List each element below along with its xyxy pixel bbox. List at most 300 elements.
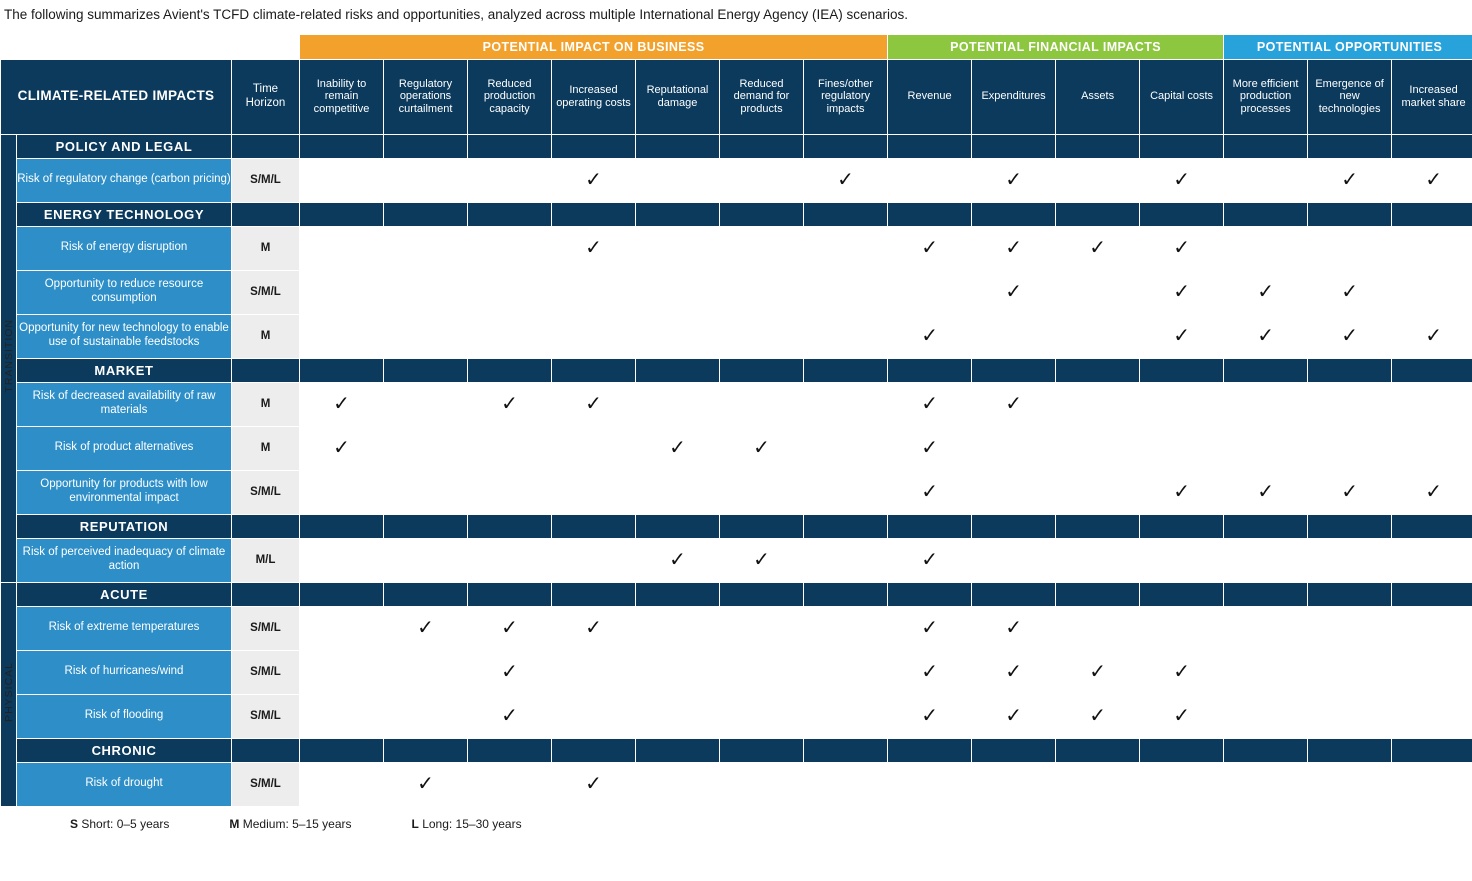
checkmark-icon: ✓ xyxy=(837,166,854,191)
checkmark-icon: ✓ xyxy=(417,614,434,639)
legend-key-medium: M xyxy=(229,816,240,831)
checkmark-icon: ✓ xyxy=(1005,166,1022,191)
checkmark-icon: ✓ xyxy=(1173,658,1190,683)
empty-cell xyxy=(1056,606,1140,650)
empty-cell xyxy=(1140,382,1224,426)
empty-cell xyxy=(1056,470,1140,514)
empty-cell xyxy=(552,538,636,582)
empty-cell xyxy=(1056,158,1140,202)
checkmark-icon: ✓ xyxy=(921,322,938,347)
check-cell xyxy=(552,606,636,650)
empty-cell xyxy=(1056,314,1140,358)
checkmark-icon: ✓ xyxy=(1005,390,1022,415)
header-col-5: Reduced demand for products xyxy=(720,59,804,134)
section-filler-cell xyxy=(972,582,1056,606)
checkmark-icon: ✓ xyxy=(333,390,350,415)
section-filler-cell xyxy=(468,514,552,538)
table-row xyxy=(1,606,1472,650)
section-filler-cell xyxy=(972,738,1056,762)
section-filler-cell xyxy=(1056,358,1140,382)
group-header-row xyxy=(1,34,1472,59)
header-col-4: Reputational damage xyxy=(636,59,720,134)
empty-cell xyxy=(1308,538,1392,582)
risk-label: Risk of regulatory change (carbon pricing) xyxy=(17,158,232,202)
empty-cell xyxy=(636,314,720,358)
section-filler-cell xyxy=(636,202,720,226)
section-filler-cell xyxy=(1224,358,1308,382)
header-time-horizon: Time Horizon xyxy=(232,59,300,134)
section-filler-cell xyxy=(552,358,636,382)
empty-cell xyxy=(720,226,804,270)
check-cell xyxy=(972,382,1056,426)
empty-cell xyxy=(300,226,384,270)
checkmark-icon: ✓ xyxy=(1005,702,1022,727)
check-cell xyxy=(1308,158,1392,202)
checkmark-icon: ✓ xyxy=(1089,702,1106,727)
section-filler-cell xyxy=(384,738,468,762)
section-filler-cell xyxy=(384,134,468,158)
section-filler-cell xyxy=(232,202,300,226)
section-filler-cell xyxy=(300,358,384,382)
empty-cell xyxy=(636,226,720,270)
empty-cell xyxy=(1224,382,1308,426)
empty-cell xyxy=(720,382,804,426)
table-row xyxy=(1,382,1472,426)
checkmark-icon: ✓ xyxy=(1173,166,1190,191)
empty-cell xyxy=(468,158,552,202)
time-horizon-value: S/M/L xyxy=(232,470,300,514)
empty-cell xyxy=(1056,538,1140,582)
checkmark-icon: ✓ xyxy=(921,434,938,459)
group-header-financial-impacts: POTENTIAL FINANCIAL IMPACTS xyxy=(888,34,1224,59)
empty-cell xyxy=(468,314,552,358)
table-header xyxy=(1,34,1472,134)
table-body xyxy=(1,134,1472,806)
section-label: CHRONIC xyxy=(17,738,232,762)
time-horizon-value: S/M/L xyxy=(232,694,300,738)
empty-cell xyxy=(972,426,1056,470)
section-filler-cell xyxy=(888,358,972,382)
risk-label: Risk of product alternatives xyxy=(17,426,232,470)
section-filler-cell xyxy=(1140,134,1224,158)
empty-cell xyxy=(384,426,468,470)
empty-cell xyxy=(300,158,384,202)
empty-cell xyxy=(384,694,468,738)
check-cell xyxy=(1140,226,1224,270)
empty-cell xyxy=(552,470,636,514)
header-col-3: Increased operating costs xyxy=(552,59,636,134)
empty-cell xyxy=(636,470,720,514)
table-row xyxy=(1,226,1472,270)
header-col-13: Increased market share xyxy=(1392,59,1472,134)
empty-cell xyxy=(720,606,804,650)
section-filler-cell xyxy=(232,358,300,382)
empty-cell xyxy=(1392,426,1472,470)
time-horizon-value: M xyxy=(232,226,300,270)
section-row xyxy=(1,514,1472,538)
empty-cell xyxy=(300,538,384,582)
check-cell xyxy=(300,382,384,426)
checkmark-icon: ✓ xyxy=(501,658,518,683)
empty-cell xyxy=(1224,650,1308,694)
table-row xyxy=(1,426,1472,470)
section-filler-cell xyxy=(232,514,300,538)
empty-cell xyxy=(804,694,888,738)
section-filler-cell xyxy=(1308,738,1392,762)
checkmark-icon: ✓ xyxy=(753,546,770,571)
table-row xyxy=(1,158,1472,202)
section-filler-cell xyxy=(1140,738,1224,762)
section-filler-cell xyxy=(468,358,552,382)
empty-cell xyxy=(552,426,636,470)
empty-cell xyxy=(1224,762,1308,806)
empty-cell xyxy=(972,538,1056,582)
empty-cell xyxy=(636,382,720,426)
section-filler-cell xyxy=(1308,202,1392,226)
check-cell xyxy=(888,426,972,470)
risk-label: Opportunity for products with low environmental impact xyxy=(17,470,232,514)
header-col-8: Expenditures xyxy=(972,59,1056,134)
checkmark-icon: ✓ xyxy=(921,390,938,415)
check-cell xyxy=(1308,470,1392,514)
section-filler-cell xyxy=(552,202,636,226)
empty-cell xyxy=(1392,650,1472,694)
empty-cell xyxy=(972,470,1056,514)
check-cell xyxy=(384,762,468,806)
check-cell xyxy=(636,538,720,582)
header-col-7: Revenue xyxy=(888,59,972,134)
header-col-0: Inability to remain competitive xyxy=(300,59,384,134)
empty-cell xyxy=(804,426,888,470)
empty-cell xyxy=(1224,606,1308,650)
legend-key-short: S xyxy=(70,816,79,831)
check-cell xyxy=(1140,314,1224,358)
section-filler-cell xyxy=(1140,358,1224,382)
legend-item-medium xyxy=(229,817,351,831)
check-cell xyxy=(1056,694,1140,738)
check-cell xyxy=(888,694,972,738)
side-label-physical xyxy=(1,582,17,806)
section-filler-cell xyxy=(636,738,720,762)
empty-cell xyxy=(384,226,468,270)
empty-cell xyxy=(384,470,468,514)
section-filler-cell xyxy=(804,358,888,382)
section-label: MARKET xyxy=(17,358,232,382)
check-cell xyxy=(1140,270,1224,314)
checkmark-icon: ✓ xyxy=(1005,614,1022,639)
section-filler-cell xyxy=(720,514,804,538)
header-col-12: Emergence of new technologies xyxy=(1308,59,1392,134)
empty-cell xyxy=(636,158,720,202)
empty-cell xyxy=(468,762,552,806)
legend xyxy=(0,807,1472,831)
section-filler-cell xyxy=(1224,738,1308,762)
check-cell xyxy=(972,270,1056,314)
empty-cell xyxy=(1056,270,1140,314)
section-filler-cell xyxy=(1392,202,1472,226)
empty-cell xyxy=(1140,606,1224,650)
section-filler-cell xyxy=(636,514,720,538)
checkmark-icon: ✓ xyxy=(585,614,602,639)
section-filler-cell xyxy=(1308,134,1392,158)
empty-cell xyxy=(1392,270,1472,314)
risk-label: Risk of energy disruption xyxy=(17,226,232,270)
check-cell xyxy=(552,382,636,426)
empty-cell xyxy=(888,762,972,806)
section-filler-cell xyxy=(1224,134,1308,158)
empty-cell xyxy=(1224,538,1308,582)
check-cell xyxy=(1392,470,1472,514)
check-cell xyxy=(552,226,636,270)
empty-cell xyxy=(720,650,804,694)
checkmark-icon: ✓ xyxy=(333,434,350,459)
checkmark-icon: ✓ xyxy=(501,614,518,639)
empty-cell xyxy=(1308,650,1392,694)
section-filler-cell xyxy=(888,514,972,538)
empty-cell xyxy=(1056,762,1140,806)
empty-cell xyxy=(1140,762,1224,806)
empty-cell xyxy=(1140,426,1224,470)
section-filler-cell xyxy=(1056,514,1140,538)
empty-cell xyxy=(972,314,1056,358)
section-filler-cell xyxy=(384,582,468,606)
empty-cell xyxy=(384,382,468,426)
check-cell xyxy=(552,158,636,202)
check-cell xyxy=(1140,694,1224,738)
check-cell xyxy=(972,226,1056,270)
side-label-text: TRANSITION xyxy=(2,318,15,393)
section-filler-cell xyxy=(1392,134,1472,158)
section-filler-cell xyxy=(232,738,300,762)
time-horizon-value: M xyxy=(232,314,300,358)
check-cell xyxy=(720,426,804,470)
risk-label: Risk of hurricanes/wind xyxy=(17,650,232,694)
checkmark-icon: ✓ xyxy=(1005,234,1022,259)
empty-cell xyxy=(720,314,804,358)
empty-cell xyxy=(720,470,804,514)
time-horizon-value: M/L xyxy=(232,538,300,582)
empty-cell xyxy=(468,470,552,514)
empty-cell xyxy=(804,650,888,694)
empty-cell xyxy=(804,382,888,426)
section-filler-cell xyxy=(888,582,972,606)
section-label: ENERGY TECHNOLOGY xyxy=(17,202,232,226)
section-filler-cell xyxy=(552,582,636,606)
section-filler-cell xyxy=(1140,202,1224,226)
section-filler-cell xyxy=(300,202,384,226)
checkmark-icon: ✓ xyxy=(585,770,602,795)
empty-cell xyxy=(468,270,552,314)
check-cell xyxy=(468,694,552,738)
checkmark-icon: ✓ xyxy=(1173,322,1190,347)
checkmark-icon: ✓ xyxy=(921,658,938,683)
header-col-6: Fines/other regulatory impacts xyxy=(804,59,888,134)
check-cell xyxy=(468,382,552,426)
check-cell xyxy=(1392,158,1472,202)
section-filler-cell xyxy=(468,134,552,158)
legend-text-long: Long: 15–30 years xyxy=(422,816,522,831)
empty-cell xyxy=(1224,226,1308,270)
section-filler-cell xyxy=(720,358,804,382)
checkmark-icon: ✓ xyxy=(921,702,938,727)
section-filler-cell xyxy=(1224,202,1308,226)
check-cell xyxy=(300,426,384,470)
tcfd-table xyxy=(0,34,1472,807)
risk-label: Risk of decreased availability of raw materials xyxy=(17,382,232,426)
check-cell xyxy=(888,470,972,514)
empty-cell xyxy=(384,314,468,358)
empty-cell xyxy=(1308,226,1392,270)
section-filler-cell xyxy=(1140,582,1224,606)
section-filler-cell xyxy=(972,514,1056,538)
section-filler-cell xyxy=(804,582,888,606)
time-horizon-value: S/M/L xyxy=(232,762,300,806)
section-filler-cell xyxy=(300,134,384,158)
empty-cell xyxy=(636,762,720,806)
checkmark-icon: ✓ xyxy=(1341,322,1358,347)
empty-cell xyxy=(552,694,636,738)
check-cell xyxy=(888,226,972,270)
check-cell xyxy=(972,650,1056,694)
section-filler-cell xyxy=(1056,202,1140,226)
time-horizon-value: S/M/L xyxy=(232,270,300,314)
checkmark-icon: ✓ xyxy=(501,702,518,727)
check-cell xyxy=(1308,270,1392,314)
check-cell xyxy=(636,426,720,470)
section-filler-cell xyxy=(804,514,888,538)
time-horizon-value: S/M/L xyxy=(232,606,300,650)
empty-cell xyxy=(1308,694,1392,738)
checkmark-icon: ✓ xyxy=(501,390,518,415)
table-row xyxy=(1,270,1472,314)
section-filler-cell xyxy=(1224,582,1308,606)
checkmark-icon: ✓ xyxy=(1341,166,1358,191)
checkmark-icon: ✓ xyxy=(1425,166,1442,191)
header-col-9: Assets xyxy=(1056,59,1140,134)
check-cell xyxy=(1056,650,1140,694)
header-col-1: Regulatory operations curtailment xyxy=(384,59,468,134)
check-cell xyxy=(888,606,972,650)
section-filler-cell xyxy=(384,358,468,382)
intro-paragraph: The following summarizes Avient's TCFD climate-related risks and opportunities, analyzed across multiple International Energy Agency (IEA) scenarios. xyxy=(4,7,908,22)
empty-cell xyxy=(1308,606,1392,650)
checkmark-icon: ✓ xyxy=(1173,478,1190,503)
empty-cell xyxy=(1224,158,1308,202)
risk-label: Risk of extreme temperatures xyxy=(17,606,232,650)
section-filler-cell xyxy=(552,514,636,538)
empty-cell xyxy=(552,650,636,694)
checkmark-icon: ✓ xyxy=(921,478,938,503)
check-cell xyxy=(552,762,636,806)
checkmark-icon: ✓ xyxy=(1257,322,1274,347)
check-cell xyxy=(1224,270,1308,314)
empty-cell xyxy=(636,270,720,314)
checkmark-icon: ✓ xyxy=(1089,234,1106,259)
risk-label: Risk of drought xyxy=(17,762,232,806)
empty-cell xyxy=(804,606,888,650)
checkmark-icon: ✓ xyxy=(921,234,938,259)
check-cell xyxy=(972,606,1056,650)
section-filler-cell xyxy=(804,134,888,158)
checkmark-icon: ✓ xyxy=(585,234,602,259)
section-filler-cell xyxy=(232,134,300,158)
risk-label: Risk of perceived inadequacy of climate action xyxy=(17,538,232,582)
empty-cell xyxy=(1392,694,1472,738)
check-cell xyxy=(468,606,552,650)
empty-cell xyxy=(1392,538,1472,582)
checkmark-icon: ✓ xyxy=(1173,234,1190,259)
checkmark-icon: ✓ xyxy=(1425,322,1442,347)
empty-cell xyxy=(300,314,384,358)
empty-cell xyxy=(804,270,888,314)
checkmark-icon: ✓ xyxy=(1257,278,1274,303)
checkmark-icon: ✓ xyxy=(1341,278,1358,303)
side-label-text: PHYSICAL xyxy=(2,661,15,722)
section-row xyxy=(1,738,1472,762)
section-filler-cell xyxy=(300,514,384,538)
section-filler-cell xyxy=(888,738,972,762)
empty-cell xyxy=(552,314,636,358)
legend-text-medium: Medium: 5–15 years xyxy=(242,816,352,831)
empty-cell xyxy=(720,694,804,738)
check-cell xyxy=(888,538,972,582)
empty-cell xyxy=(804,470,888,514)
empty-cell xyxy=(300,694,384,738)
empty-cell xyxy=(636,606,720,650)
section-filler-cell xyxy=(552,738,636,762)
checkmark-icon: ✓ xyxy=(1425,478,1442,503)
corner-blank-3 xyxy=(232,34,300,59)
section-label: POLICY AND LEGAL xyxy=(17,134,232,158)
empty-cell xyxy=(1140,538,1224,582)
table-row xyxy=(1,762,1472,806)
legend-item-long xyxy=(412,817,522,831)
empty-cell xyxy=(636,694,720,738)
check-cell xyxy=(1140,158,1224,202)
empty-cell xyxy=(384,270,468,314)
check-cell xyxy=(468,650,552,694)
legend-key-long: L xyxy=(411,816,419,831)
section-filler-cell xyxy=(720,738,804,762)
check-cell xyxy=(1392,314,1472,358)
empty-cell xyxy=(300,606,384,650)
section-filler-cell xyxy=(1308,514,1392,538)
section-filler-cell xyxy=(1308,358,1392,382)
empty-cell xyxy=(1224,426,1308,470)
section-filler-cell xyxy=(720,134,804,158)
empty-cell xyxy=(384,538,468,582)
checkmark-icon: ✓ xyxy=(921,614,938,639)
section-filler-cell xyxy=(888,134,972,158)
legend-text-short: Short: 0–5 years xyxy=(81,816,170,831)
empty-cell xyxy=(720,158,804,202)
empty-cell xyxy=(1224,694,1308,738)
column-header-row xyxy=(1,59,1472,134)
header-col-10: Capital costs xyxy=(1140,59,1224,134)
empty-cell xyxy=(972,762,1056,806)
section-filler-cell xyxy=(1140,514,1224,538)
checkmark-icon: ✓ xyxy=(921,546,938,571)
section-filler-cell xyxy=(384,514,468,538)
empty-cell xyxy=(804,226,888,270)
section-filler-cell xyxy=(972,358,1056,382)
empty-cell xyxy=(720,762,804,806)
section-filler-cell xyxy=(1392,514,1472,538)
section-filler-cell xyxy=(1056,134,1140,158)
checkmark-icon: ✓ xyxy=(669,546,686,571)
risk-label: Risk of flooding xyxy=(17,694,232,738)
section-filler-cell xyxy=(300,582,384,606)
